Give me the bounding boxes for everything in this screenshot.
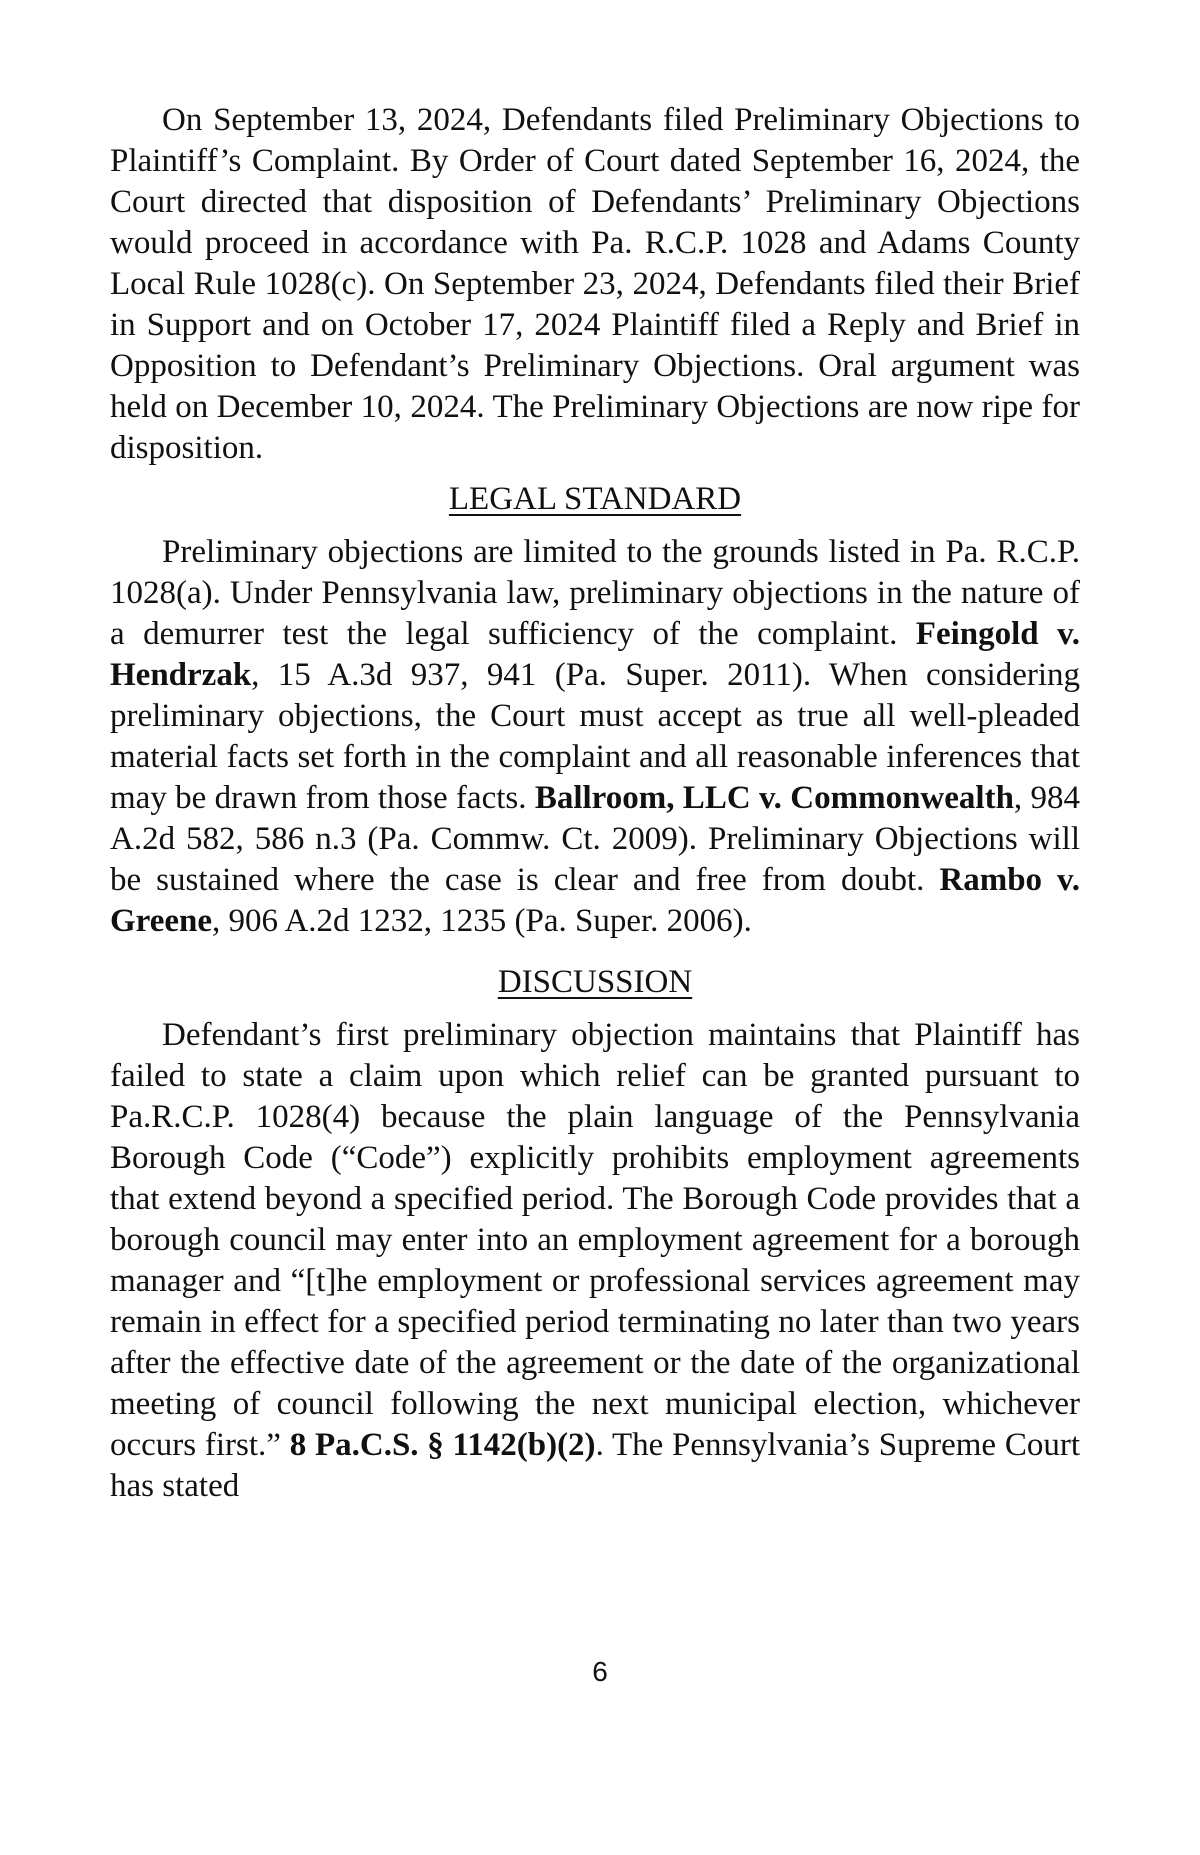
legal-standard-paragraph (110, 532, 1080, 942)
text-segment: Defendant’s first preliminary objection maintains that Plaintiff has failed to state a claim upon which relief can be granted pursuant to Pa.R.C.P. 1028(4) because the plain language of the Pennsylvania Borough Code (“Code”) explicitly prohibits employment agreements that extend beyond a specified period. The Borough Code provides that a borough council may enter into an employment agreement for a borough manager and “[t]he employment or professional services agreement may remain in effect for a specified period terminating no later than two years after the effective date of the agreement or the date of the organizational meeting of council following the next municipal election, whichever occurs first.” (110, 1017, 1080, 1463)
text-segment: Preliminary objections are limited to the grounds listed in Pa. R.C.P. 1028(a). Under Pennsylvania law, preliminary objections in the nature of a demurrer test the legal sufficiency of the complaint. (110, 534, 1080, 652)
legal-standard-heading: LEGAL STANDARD (448, 481, 742, 517)
statute-citation: 8 Pa.C.S. § 1142(b)(2) (289, 1427, 596, 1463)
discussion-paragraph (110, 1015, 1080, 1507)
text-segment: , 15 A.3d 937, 941 (Pa. Super. 2011). When considering preliminary objections, the Court must accept as true all well-pleaded material facts set forth in the complaint and all reasonable inferences that may be drawn from those facts. (110, 657, 1080, 816)
procedural-history-paragraph: On September 13, 2024, Defendants filed Preliminary Objections to Plaintiff’s Complaint. By Order of Court dated September 16, 2024, the Court directed that disposition of Defendants’ Preliminary Objections would proceed in accordance with Pa. R.C.P. 1028 and Adams County Local Rule 1028(c). On September 23, 2024, Defendants filed their Brief in Support and on October 17, 2024 Plaintiff filed a Reply and Brief in Opposition to Defendant’s Preliminary Objections. Oral argument was held on December 10, 2024. The Preliminary Objections are now ripe for disposition. (110, 102, 1080, 466)
discussion-heading: DISCUSSION (497, 964, 693, 1000)
text-segment: , 906 A.2d 1232, 1235 (Pa. Super. 2006). (212, 903, 752, 939)
case-citation: Ballroom, LLC v. Commonwealth (534, 780, 1014, 816)
text-segment: . The Pennsylvania’s Supreme Court has stated (110, 1427, 1080, 1504)
document-page (110, 100, 1080, 1507)
case-citation: Feingold v. Hendrzak (110, 616, 1081, 693)
text-segment: , 984 A.2d 582, 586 n.3 (Pa. Commw. Ct. 2009). Preliminary Objections will be sustained where the case is clear and free from doubt. (110, 780, 1081, 898)
case-citation: Rambo v. Greene (110, 862, 1080, 939)
page-number: 6 (592, 1656, 608, 1687)
